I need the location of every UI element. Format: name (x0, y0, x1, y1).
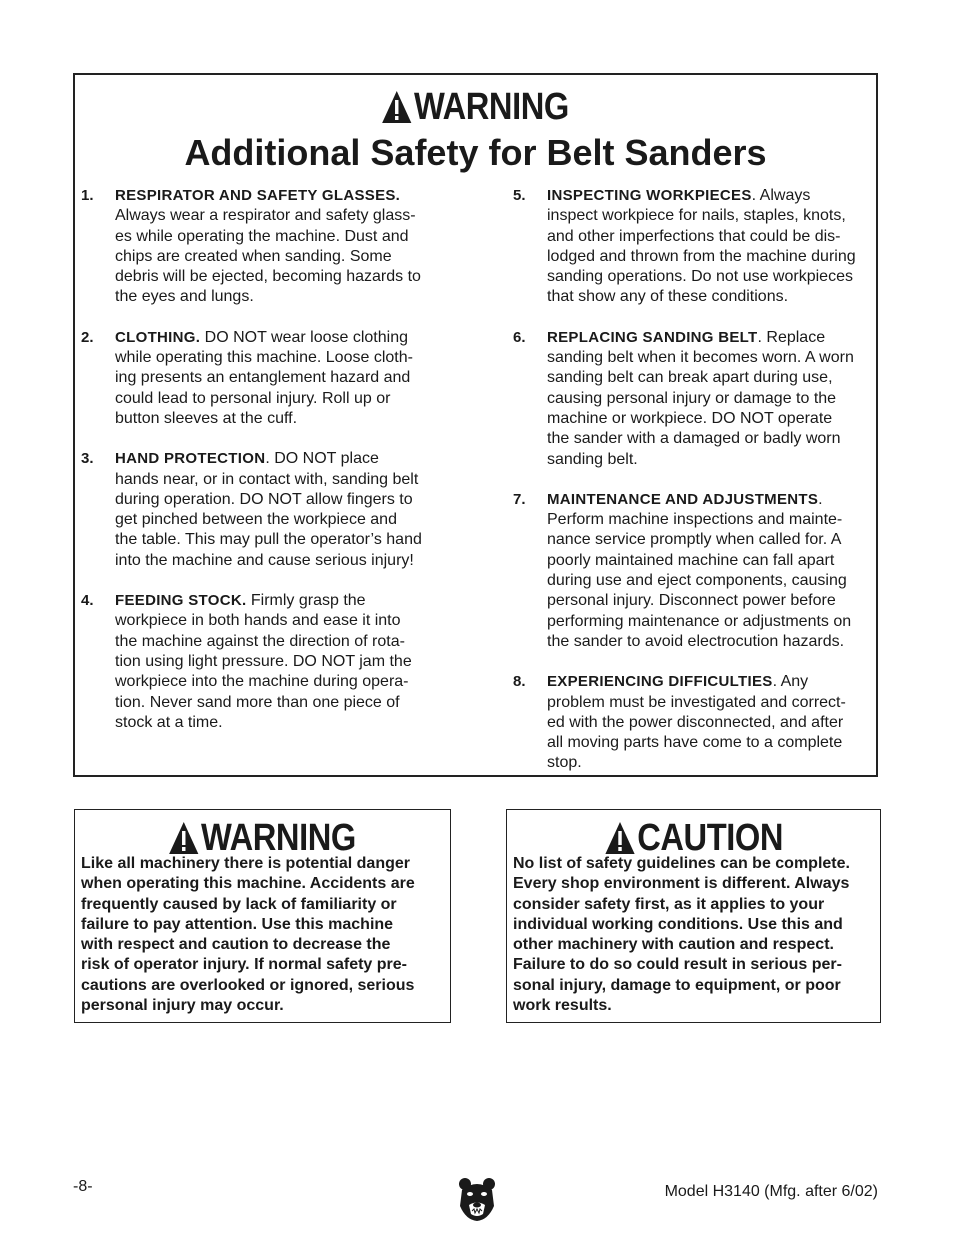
list-item (81, 186, 441, 308)
caution-banner-label: CAUTION (636, 817, 783, 859)
bear-head-icon (458, 1176, 496, 1222)
item-number: 8. (513, 673, 526, 691)
item-text (547, 490, 873, 652)
item-number: 5. (513, 187, 526, 204)
warning-banner-label: WARNING (201, 817, 357, 859)
item-body: DO NOT wear loose clothing while operating this machine. Loose cloth- ing presents an entanglement hazard and could lead to personal injury. Roll up or button sleeves at the cuff. (115, 328, 413, 427)
warning-triangle-icon (382, 90, 413, 124)
warning-box (74, 809, 451, 1023)
warning-banner (75, 85, 876, 129)
warning-triangle-icon (169, 821, 200, 855)
item-heading: MAINTENANCE AND ADJUSTMENTS (547, 490, 819, 508)
item-body: . Replace sanding belt when it becomes worn. A worn sanding belt can break apart during use, causing personal injury or damage to the machine or workpiece. DO NOT operate the sander with a damaged or badly worn sanding belt. (547, 328, 854, 468)
item-body: . Any problem must be investigated and correct- ed with the power disconnected, and after all moving parts have come to a complete stop. (547, 673, 846, 772)
item-number: 6. (513, 328, 526, 346)
item-body: Firmly grasp the workpiece in both hands and ease it into the machine against the direction of rota- tion using light pressure. DO NOT jam the workpiece into the machine during opera- tion. Never sand more than one piece of stock at a time. (115, 592, 412, 731)
item-heading: HAND PROTECTION (115, 450, 266, 468)
item-heading: REPLACING SANDING BELT (547, 328, 758, 346)
list-item (81, 449, 441, 571)
item-text (115, 449, 441, 571)
list-item (513, 186, 873, 308)
item-heading: CLOTHING. (115, 328, 201, 346)
caution-box (506, 809, 881, 1023)
item-body: Always wear a respirator and safety glass- es while operating the machine. Dust and chips are created when sanding. Some debris will be ejected, becoming hazards to the eyes and lungs. (115, 207, 421, 306)
item-body: . Perform machine inspections and mainte- nance service promptly when called for. A poorly maintained machine can fall apart during use and eject components, causing personal injury. Disconnect power before performing maintenance or adjustments on the sander to avoid electrocution hazards. (547, 490, 852, 650)
item-text (547, 672, 873, 773)
warning-text: Like all machinery there is potential danger when operating this machine. Accidents are frequently caused by lack of familiarity or failure to pay attention. Use this machine with respect and caution to decrease the risk of operator injury. If normal safety pre- cautions are overlooked or ignored, serious personal injury may occur. (81, 855, 415, 1015)
item-body: . DO NOT place hands near, or in contact with, sanding belt during operation. DO NOT allow fingers to get pinched between the workpiece and the table. This may pull the operator’s hand into the machine and cause serious injury! (115, 450, 422, 569)
item-number: 3. (81, 450, 94, 468)
list-item (81, 591, 441, 733)
item-text (547, 186, 873, 308)
item-number: 1. (81, 187, 94, 204)
model-info: Model H3140 (Mfg. after 6/02) (664, 1183, 878, 1200)
item-text (115, 328, 441, 429)
page-number: -8- (73, 1178, 93, 1195)
list-item (513, 328, 873, 470)
right-column (513, 186, 873, 794)
item-heading: FEEDING STOCK. (115, 592, 247, 610)
item-heading: EXPERIENCING DIFFICULTIES (547, 673, 773, 691)
item-number: 2. (81, 328, 94, 346)
warning-banner-label: WARNING (414, 86, 570, 128)
item-body: . Always inspect workpiece for nails, staples, knots, and other imperfections that could be dis- lodged and thrown from the machine during sanding operations. Do not use workpieces that show any of these conditions. (547, 187, 856, 306)
item-text (547, 328, 873, 470)
item-heading: RESPIRATOR AND SAFETY GLASSES. (115, 187, 401, 204)
caution-text: No list of safety guidelines can be complete. Every shop environment is different. Always consider safety first, as it applies to your individual working conditions. Use this and other machinery with caution and respect. Failure to do so could result in serious per- sonal injury, damage to equipment, or poor work results. (513, 855, 850, 1015)
list-item (513, 672, 873, 773)
item-text (115, 186, 441, 308)
page-title: Additional Safety for Belt Sanders (184, 132, 767, 173)
item-number: 4. (81, 592, 94, 610)
warning-triangle-icon (604, 821, 635, 855)
item-number: 7. (513, 490, 526, 508)
item-heading: INSPECTING WORKPIECES (547, 187, 752, 204)
list-item (513, 490, 873, 652)
left-column (81, 186, 441, 753)
main-warning-box (73, 73, 878, 777)
item-text (115, 591, 441, 733)
list-item (81, 328, 441, 429)
